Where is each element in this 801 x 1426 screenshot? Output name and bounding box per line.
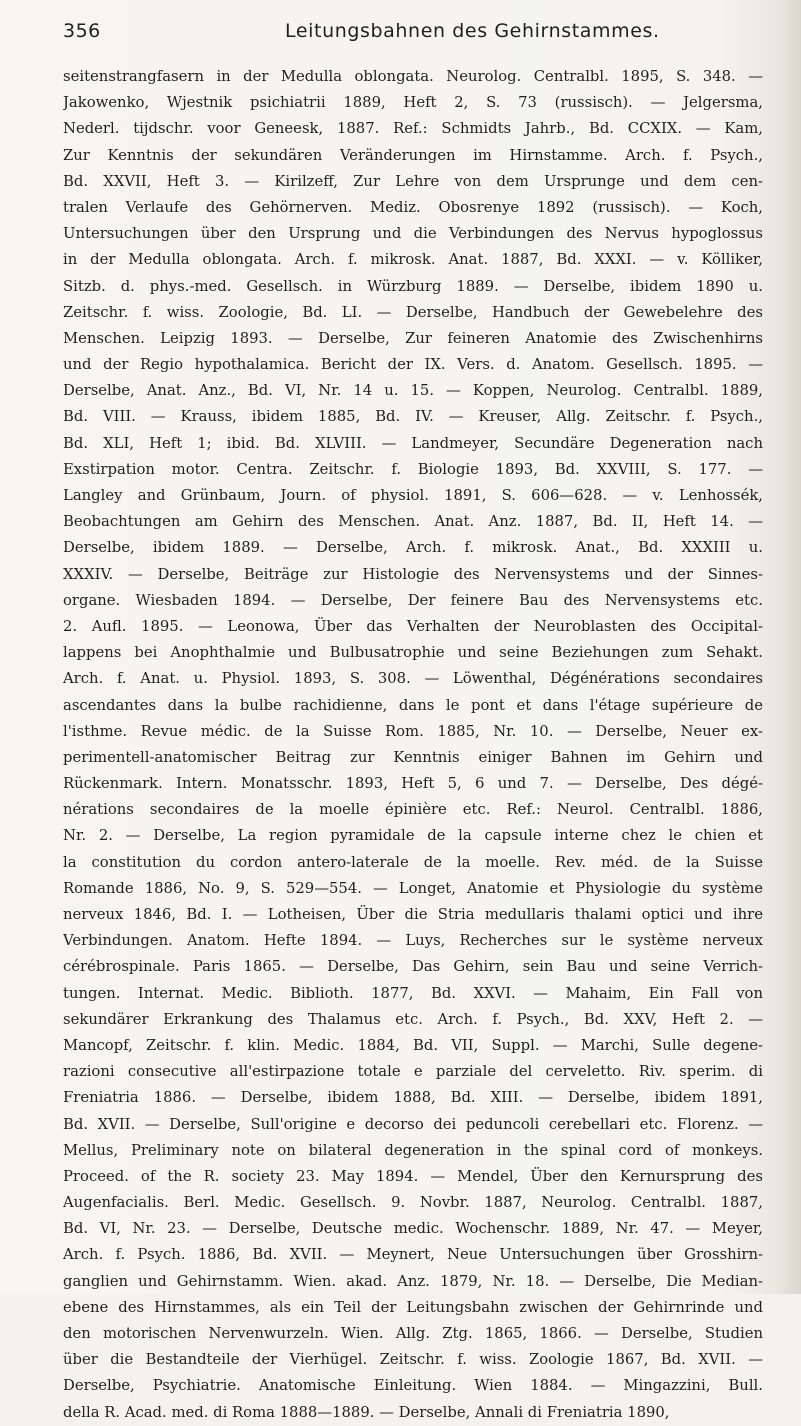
text-line: tralen Verlaufe des Gehörnerven. Mediz. Obosrenye 1892 (russisch). — Koch,	[63, 198, 763, 216]
text-line: Zeitschr. f. wiss. Zoologie, Bd. LI. — Derselbe, Handbuch der Gewebelehre des	[63, 303, 763, 321]
text-line: Beobachtungen am Gehirn des Menschen. Anat. Anz. 1887, Bd. II, Heft 14. —	[63, 513, 763, 531]
text-line: Augenfacialis. Berl. Medic. Gesellsch. 9. Novbr. 1887, Neurolog. Centralbl. 1887,	[63, 1194, 763, 1212]
text-line: Proceed. of the R. society 23. May 1894. — Mendel, Über den Kernursprung des	[63, 1167, 763, 1185]
text-line: ebene des Hirnstammes, als ein Teil der Leitungsbahn zwischen der Gehirnrinde und	[63, 1298, 763, 1316]
text-line: Zur Kenntnis der sekundären Veränderungen im Hirnstamme. Arch. f. Psych.,	[63, 146, 763, 164]
text-line: Langley and Grünbaum, Journ. of physiol. 1891, S. 606—628. — v. Lenhossék,	[63, 487, 763, 504]
text-line: Derselbe, Psychiatrie. Anatomische Einleitung. Wien 1884. — Mingazzini, Bull.	[63, 1377, 763, 1395]
text-line: und der Regio hypothalamica. Bericht der IX. Vers. d. Anatom. Gesellsch. 1895. —	[63, 356, 763, 374]
text-line: organe. Wiesbaden 1894. — Derselbe, Der feinere Bau des Nervensystems etc.	[63, 591, 763, 609]
text-line: Mancopf, Zeitschr. f. klin. Medic. 1884, Bd. VII, Suppl. — Marchi, Sulle degene-	[63, 1036, 763, 1054]
text-line: den motorischen Nervenwurzeln. Wien. Allg. Ztg. 1865, 1866. — Derselbe, Studien	[63, 1325, 763, 1342]
text-line: über die Bestandteile der Vierhügel. Zeitschr. f. wiss. Zoologie 1867, Bd. XVII. —	[63, 1351, 763, 1369]
running-title: Leitungsbahnen des Gehirnstammes.	[285, 20, 660, 42]
text-line: nérations secondaires de la moelle épinière etc. Ref.: Neurol. Centralbl. 1886,	[63, 801, 763, 819]
text-line: lappens bei Anophthalmie und Bulbusatrophie und seine Beziehungen zum Sehakt.	[63, 644, 763, 662]
text-line: seitenstrangfasern in der Medulla oblongata. Neurolog. Centralbl. 1895, S. 348. —	[63, 68, 763, 85]
text-line: in der Medulla oblongata. Arch. f. mikrosk. Anat. 1887, Bd. XXXI. — v. Kölliker,	[63, 251, 763, 269]
text-line: Mellus, Preliminary note on bilateral degeneration in the spinal cord of monkeys.	[63, 1141, 763, 1159]
text-line: sekundärer Erkrankung des Thalamus etc. Arch. f. Psych., Bd. XXV, Heft 2. —	[63, 1010, 763, 1028]
text-line: Freniatria 1886. — Derselbe, ibidem 1888, Bd. XIII. — Derselbe, ibidem 1891,	[63, 1089, 763, 1107]
text-line: Jakowenko, Wjestnik psichiatrii 1889, Heft 2, S. 73 (russisch). — Jelgersma,	[63, 94, 763, 112]
page-header	[63, 20, 763, 54]
text-line: l'isthme. Revue médic. de la Suisse Rom. 1885, Nr. 10. — Derselbe, Neuer ex-	[63, 722, 763, 740]
text-line: Derselbe, Anat. Anz., Bd. VI, Nr. 14 u. 15. — Koppen, Neurolog. Centralbl. 1889,	[63, 382, 763, 400]
text-line: Bd. XLI, Heft 1; ibid. Bd. XLVIII. — Landmeyer, Secundäre Degeneration nach	[63, 434, 763, 452]
text-line: razioni consecutive all'estirpazione totale e parziale del cerveletto. Riv. sperim. di	[63, 1063, 763, 1081]
text-line: Bd. XXVII, Heft 3. — Kirilzeff, Zur Lehre von dem Ursprunge und dem cen-	[63, 172, 763, 190]
text-line: Derselbe, ibidem 1889. — Derselbe, Arch. f. mikrosk. Anat., Bd. XXXIII u.	[63, 539, 763, 557]
text-line: Untersuchungen über den Ursprung und die Verbindungen des Nervus hypoglossus	[63, 225, 763, 243]
text-line: Nr. 2. — Derselbe, La region pyramidale de la capsule interne chez le chien et	[63, 827, 763, 845]
text-line: perimentell-anatomischer Beitrag zur Kenntnis einiger Bahnen im Gehirn und	[63, 748, 763, 766]
text-line: Bd. XVII. — Derselbe, Sull'origine e decorso dei peduncoli cerebellari etc. Florenz. —	[63, 1115, 763, 1133]
text-line: XXXIV. — Derselbe, Beiträge zur Histologie des Nervensystems und der Sinnes-	[63, 565, 763, 583]
text-line: 2. Aufl. 1895. — Leonowa, Über das Verhalten der Neuroblasten des Occipital-	[63, 617, 763, 635]
text-line: Arch. f. Anat. u. Physiol. 1893, S. 308. — Löwenthal, Dégénérations secondaires	[63, 670, 763, 688]
text-line: Sitzb. d. phys.-med. Gesellsch. in Würzburg 1889. — Derselbe, ibidem 1890 u.	[63, 277, 763, 295]
text-line: della R. Acad. med. di Roma 1888—1889. — Derselbe, Annali di Freniatria 1890,	[63, 1403, 670, 1421]
text-line: tungen. Internat. Medic. Biblioth. 1877, Bd. XXVI. — Mahaim, Ein Fall von	[63, 984, 763, 1002]
text-line: Verbindungen. Anatom. Hefte 1894. — Luys, Recherches sur le système nerveux	[63, 932, 763, 950]
text-line: Exstirpation motor. Centra. Zeitschr. f. Biologie 1893, Bd. XXVIII, S. 177. —	[63, 460, 763, 478]
text-line: nerveux 1846, Bd. I. — Lotheisen, Über die Stria medullaris thalami optici und ihre	[63, 906, 763, 923]
text-line: ganglien und Gehirnstamm. Wien. akad. Anz. 1879, Nr. 18. — Derselbe, Die Median-	[63, 1272, 763, 1290]
bibliography-text	[63, 64, 763, 1426]
text-line: Bd. VI, Nr. 23. — Derselbe, Deutsche medic. Wochenschr. 1889, Nr. 47. — Meyer,	[63, 1220, 763, 1238]
text-line: Menschen. Leipzig 1893. — Derselbe, Zur feineren Anatomie des Zwischenhirns	[63, 329, 763, 347]
text-line: Arch. f. Psych. 1886, Bd. XVII. — Meynert, Neue Untersuchungen über Grosshirn-	[63, 1246, 763, 1264]
text-line: la constitution du cordon antero-laterale de la moelle. Rev. méd. de la Suisse	[63, 853, 763, 871]
text-line: cérébrospinale. Paris 1865. — Derselbe, Das Gehirn, sein Bau und seine Verrich-	[63, 958, 763, 976]
text-line: Rückenmark. Intern. Monatsschr. 1893, Heft 5, 6 und 7. — Derselbe, Des dégé-	[63, 775, 763, 793]
text-line: ascendantes dans la bulbe rachidienne, dans le pont et dans l'étage supérieure de	[63, 696, 763, 714]
text-line: Bd. VIII. — Krauss, ibidem 1885, Bd. IV. — Kreuser, Allg. Zeitschr. f. Psych.,	[63, 408, 763, 426]
text-line: Romande 1886, No. 9, S. 529—554. — Longet, Anatomie et Physiologie du système	[63, 879, 763, 897]
text-line: Nederl. tijdschr. voor Geneesk, 1887. Ref.: Schmidts Jahrb., Bd. CCXIX. — Kam,	[63, 120, 763, 138]
page-number: 356	[63, 20, 101, 42]
